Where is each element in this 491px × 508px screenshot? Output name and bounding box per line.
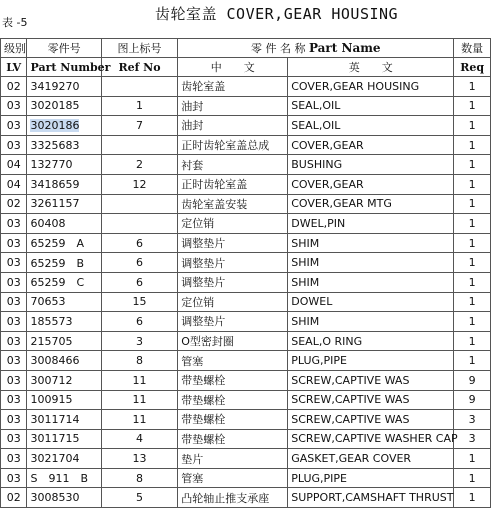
table-row xyxy=(1,292,491,312)
cell-lv: 03 xyxy=(1,429,27,449)
table-row xyxy=(1,488,491,508)
document-title: 齿轮室盖 COVER,GEAR HOUSING xyxy=(155,5,399,23)
cell-name-cn: 衬套 xyxy=(178,155,288,175)
cell-part-number: 65259 B xyxy=(27,253,101,273)
cell-part-number: 100915 xyxy=(27,390,101,410)
table-row xyxy=(1,194,491,214)
header-row-bottom xyxy=(1,58,491,77)
cell-name-cn: 带垫螺栓 xyxy=(178,390,288,410)
table-row xyxy=(1,312,491,332)
cell-lv: 03 xyxy=(1,272,27,292)
header-row-top xyxy=(1,39,491,58)
header-lv-cn: 级别 xyxy=(1,39,27,58)
cell-name-en: SEAL,O RING xyxy=(288,331,454,351)
cell-qty: 1 xyxy=(454,194,491,214)
cell-name-cn: 齿轮室盖 xyxy=(178,77,288,97)
table-row xyxy=(1,96,491,116)
cell-name-en: PLUG,PIPE xyxy=(288,351,454,371)
cell-ref-no xyxy=(101,77,177,97)
cell-part-number: 70653 xyxy=(27,292,101,312)
cell-name-en: SHIM xyxy=(288,233,454,253)
cell-part-number: 185573 xyxy=(27,312,101,332)
cell-ref-no: 6 xyxy=(101,272,177,292)
cell-ref-no: 2 xyxy=(101,155,177,175)
cell-part-number: 65259 A xyxy=(27,233,101,253)
cell-name-en: COVER,GEAR HOUSING xyxy=(288,77,454,97)
cell-ref-no: 4 xyxy=(101,429,177,449)
cell-name-en: SHIM xyxy=(288,253,454,273)
cell-lv: 03 xyxy=(1,214,27,234)
cell-part-number: 3020185 xyxy=(27,96,101,116)
cell-part-number: 132770 xyxy=(27,155,101,175)
cell-ref-no: 8 xyxy=(101,468,177,488)
cell-ref-no: 11 xyxy=(101,370,177,390)
table-row xyxy=(1,116,491,136)
cell-lv: 03 xyxy=(1,351,27,371)
header-lv-en: LV xyxy=(1,58,27,77)
table-row xyxy=(1,449,491,469)
cell-name-en: DWEL,PIN xyxy=(288,214,454,234)
cell-lv: 03 xyxy=(1,233,27,253)
cell-name-cn: 调整垫片 xyxy=(178,272,288,292)
header-qty-en: Req xyxy=(454,58,491,77)
cell-lv: 03 xyxy=(1,468,27,488)
cell-ref-no: 3 xyxy=(101,331,177,351)
cell-lv: 03 xyxy=(1,410,27,430)
cell-name-en: SUPPORT,CAMSHAFT THRUST xyxy=(288,488,454,508)
cell-name-cn: 定位销 xyxy=(178,292,288,312)
cell-part-number: 65259 C xyxy=(27,272,101,292)
cell-qty: 1 xyxy=(454,272,491,292)
cell-part-number: 60408 xyxy=(27,214,101,234)
table-row xyxy=(1,155,491,175)
cell-part-number: 3008466 xyxy=(27,351,101,371)
cell-name-cn: 正时齿轮室盖 xyxy=(178,174,288,194)
cell-name-cn: O型密封圈 xyxy=(178,331,288,351)
parts-table xyxy=(0,38,491,508)
cell-name-en: PLUG,PIPE xyxy=(288,468,454,488)
table-row xyxy=(1,351,491,371)
cell-name-cn: 调整垫片 xyxy=(178,233,288,253)
table-row xyxy=(1,410,491,430)
cell-lv: 04 xyxy=(1,155,27,175)
table-row xyxy=(1,174,491,194)
table-row xyxy=(1,390,491,410)
cell-name-cn: 油封 xyxy=(178,116,288,136)
header-partname-en: Part Name xyxy=(308,41,381,55)
cell-name-cn: 凸轮轴止推支承座 xyxy=(178,488,288,508)
cell-ref-no xyxy=(101,194,177,214)
header-ref-cn: 图上标号 xyxy=(101,39,177,58)
cell-qty: 1 xyxy=(454,468,491,488)
cell-qty: 1 xyxy=(454,312,491,332)
table-row xyxy=(1,468,491,488)
cell-ref-no: 11 xyxy=(101,410,177,430)
cell-ref-no: 1 xyxy=(101,96,177,116)
cell-lv: 03 xyxy=(1,331,27,351)
cell-name-en: SHIM xyxy=(288,272,454,292)
selected-part-number: 3020186 xyxy=(30,118,80,132)
cell-qty: 1 xyxy=(454,488,491,508)
cell-name-en: GASKET,GEAR COVER xyxy=(288,449,454,469)
cell-name-cn: 带垫螺栓 xyxy=(178,410,288,430)
table-row xyxy=(1,429,491,449)
cell-qty: 1 xyxy=(454,174,491,194)
cell-ref-no: 12 xyxy=(101,174,177,194)
cell-qty: 1 xyxy=(454,253,491,273)
cell-ref-no: 7 xyxy=(101,116,177,136)
cell-lv: 03 xyxy=(1,116,27,136)
cell-name-cn: 定位销 xyxy=(178,214,288,234)
header-partname-cn: 零 件 名 称 xyxy=(250,42,306,55)
cell-name-en: SHIM xyxy=(288,312,454,332)
cell-lv: 03 xyxy=(1,390,27,410)
cell-lv: 03 xyxy=(1,449,27,469)
cell-qty: 1 xyxy=(454,292,491,312)
cell-ref-no xyxy=(101,214,177,234)
header-partname xyxy=(178,39,454,58)
cell-ref-no: 15 xyxy=(101,292,177,312)
cell-ref-no: 13 xyxy=(101,449,177,469)
cell-name-cn: 调整垫片 xyxy=(178,253,288,273)
cell-part-number: 300712 xyxy=(27,370,101,390)
table-row xyxy=(1,331,491,351)
cell-name-cn: 油封 xyxy=(178,96,288,116)
header-name-sub-en: 英 文 xyxy=(288,58,454,77)
cell-qty: 1 xyxy=(454,449,491,469)
cell-qty: 1 xyxy=(454,77,491,97)
cell-part-number: 3008530 xyxy=(27,488,101,508)
cell-part-number: 3011714 xyxy=(27,410,101,430)
table-row xyxy=(1,272,491,292)
cell-name-cn: 管塞 xyxy=(178,351,288,371)
cell-lv: 03 xyxy=(1,370,27,390)
cell-qty: 3 xyxy=(454,429,491,449)
cell-qty: 1 xyxy=(454,331,491,351)
cell-name-en: SEAL,OIL xyxy=(288,116,454,136)
cell-name-cn: 调整垫片 xyxy=(178,312,288,332)
cell-qty: 1 xyxy=(454,351,491,371)
cell-name-cn: 垫片 xyxy=(178,449,288,469)
cell-name-cn: 带垫螺栓 xyxy=(178,429,288,449)
cell-name-en: DOWEL xyxy=(288,292,454,312)
cell-lv: 03 xyxy=(1,135,27,155)
table-row xyxy=(1,233,491,253)
cell-lv: 02 xyxy=(1,77,27,97)
cell-name-en: COVER,GEAR xyxy=(288,135,454,155)
cell-qty: 9 xyxy=(454,390,491,410)
cell-lv: 04 xyxy=(1,174,27,194)
table-label: 表 -5 xyxy=(2,16,28,29)
cell-part-number: 3011715 xyxy=(27,429,101,449)
cell-qty: 1 xyxy=(454,116,491,136)
cell-name-en: COVER,GEAR xyxy=(288,174,454,194)
cell-name-cn: 带垫螺栓 xyxy=(178,370,288,390)
header-name-sub-cn: 中 文 xyxy=(178,58,288,77)
cell-name-en: SCREW,CAPTIVE WAS xyxy=(288,410,454,430)
table-row xyxy=(1,214,491,234)
cell-part-number: 215705 xyxy=(27,331,101,351)
table-body xyxy=(1,77,491,508)
cell-name-cn: 齿轮室盖安装 xyxy=(178,194,288,214)
table-row xyxy=(1,77,491,97)
header-part-en: Part Number xyxy=(27,58,101,77)
cell-ref-no: 5 xyxy=(101,488,177,508)
table-row xyxy=(1,135,491,155)
cell-ref-no: 6 xyxy=(101,233,177,253)
table-row xyxy=(1,370,491,390)
cell-name-en: BUSHING xyxy=(288,155,454,175)
cell-lv: 03 xyxy=(1,312,27,332)
cell-name-en: SCREW,CAPTIVE WAS xyxy=(288,370,454,390)
table-row xyxy=(1,253,491,273)
cell-qty: 1 xyxy=(454,135,491,155)
cell-part-number: 3419270 xyxy=(27,77,101,97)
cell-ref-no xyxy=(101,135,177,155)
cell-qty: 1 xyxy=(454,233,491,253)
cell-ref-no: 11 xyxy=(101,390,177,410)
cell-qty: 1 xyxy=(454,155,491,175)
cell-qty: 9 xyxy=(454,370,491,390)
cell-name-en: COVER,GEAR MTG xyxy=(288,194,454,214)
cell-lv: 03 xyxy=(1,292,27,312)
cell-ref-no: 8 xyxy=(101,351,177,371)
header-qty-cn: 数量 xyxy=(454,39,491,58)
cell-name-en: SCREW,CAPTIVE WASHER CAP xyxy=(288,429,454,449)
cell-part-number xyxy=(27,116,101,136)
cell-part-number: 3418659 xyxy=(27,174,101,194)
cell-qty: 1 xyxy=(454,96,491,116)
cell-lv: 03 xyxy=(1,253,27,273)
cell-name-en: SEAL,OIL xyxy=(288,96,454,116)
cell-ref-no: 6 xyxy=(101,312,177,332)
cell-part-number: S 911 B xyxy=(27,468,101,488)
cell-lv: 02 xyxy=(1,488,27,508)
cell-lv: 03 xyxy=(1,96,27,116)
header-part-cn: 零件号 xyxy=(27,39,101,58)
cell-part-number: 3261157 xyxy=(27,194,101,214)
cell-qty: 1 xyxy=(454,214,491,234)
cell-name-cn: 管塞 xyxy=(178,468,288,488)
cell-qty: 3 xyxy=(454,410,491,430)
cell-name-en: SCREW,CAPTIVE WAS xyxy=(288,390,454,410)
cell-part-number: 3325683 xyxy=(27,135,101,155)
cell-part-number: 3021704 xyxy=(27,449,101,469)
cell-lv: 02 xyxy=(1,194,27,214)
cell-ref-no: 6 xyxy=(101,253,177,273)
cell-name-cn: 正时齿轮室盖总成 xyxy=(178,135,288,155)
header-ref-en: Ref No xyxy=(101,58,177,77)
